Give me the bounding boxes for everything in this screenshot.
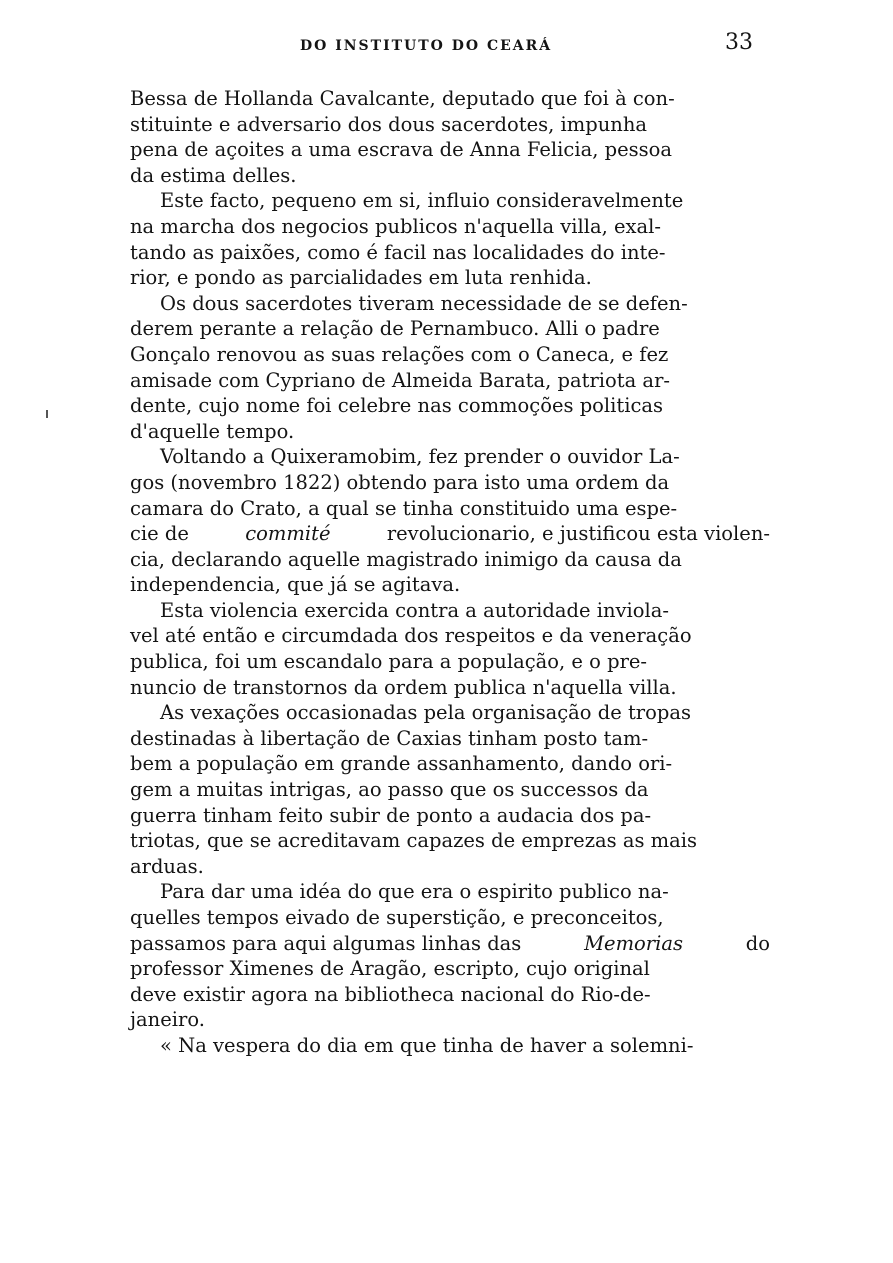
text-line: Bessa de Hollanda Cavalcante, deputado que foi à con-: [130, 87, 675, 110]
text-line: « Na vespera do dia em que tinha de haver a solemni-: [160, 1033, 694, 1057]
text-line: Gonçalo renovou as suas relações com o Caneca, e fez: [130, 342, 669, 366]
text-line: cie de commité revolucionario, e justificou esta violen-: [130, 522, 770, 546]
text-line: professor Ximenes de Aragão, escripto, cujo original: [130, 957, 650, 981]
text-line: bem a população em grande assanhamento, dando ori-: [130, 752, 673, 776]
text-line: guerra tinham feito subir de ponto a audacia dos pa-: [130, 803, 652, 827]
text-line: gem a muitas intrigas, ao passo que os successos da: [130, 778, 649, 802]
text-line: amisade com Cypriano de Almeida Barata, patriota ar-: [130, 368, 670, 392]
text-line: quelles tempos eivado de superstição, e preconceitos,: [130, 906, 664, 929]
body-text: [130, 86, 770, 1059]
text-line: destinadas à libertação de Caxias tinham posto tam-: [130, 726, 649, 750]
text-line: d'aquelle tempo.: [130, 419, 295, 443]
text-line: pena de açoites a uma escrava de Anna Felicia, pessoa: [130, 138, 672, 162]
text-line: Voltando a Quixeramobim, fez prender o ouvidor La-: [160, 445, 680, 469]
text-line: independencia, que já se agitava.: [130, 573, 461, 597]
text-line: cia, declarando aquelle magistrado inimigo da causa da: [130, 547, 682, 571]
text-line: publica, foi um escandalo para a população, e o pre-: [130, 650, 648, 674]
text-line: rior, e pondo as parcialidades em luta renhida.: [130, 266, 592, 290]
text-line: Os dous sacerdotes tiveram necessidade de se defen-: [160, 291, 688, 315]
text-line: Para dar uma idéa do que era o espirito publico na-: [160, 880, 669, 904]
text-line: camara do Crato, a qual se tinha constituido uma espe-: [130, 496, 678, 520]
text-line: gos (novembro 1822) obtendo para isto uma ordem da: [130, 470, 670, 494]
text-line: arduas.: [130, 854, 204, 878]
text-line: vel até então e circumdada dos respeitos e da veneração: [130, 624, 692, 648]
text-line: stituinte e adversario dos dous sacerdotes, impunha: [130, 112, 648, 136]
text-line: tando as paixões, como é facil nas localidades do inte-: [130, 240, 666, 264]
running-head: DO INSTITUTO DO CEARÁ: [300, 38, 553, 54]
text-line: As vexações occasionadas pela organisação de tropas: [160, 701, 691, 725]
text-line: passamos para aqui algumas linhas das Memorias do: [130, 931, 770, 955]
text-line: Este facto, pequeno em si, influio consideravelmente: [160, 189, 684, 213]
page-number: 33: [725, 30, 753, 55]
italic-term: commité: [245, 522, 331, 546]
margin-mark: [46, 410, 48, 418]
text-line: dente, cujo nome foi celebre nas commoções politicas: [130, 394, 664, 418]
text-line: na marcha dos negocios publicos n'aquella villa, exal-: [130, 214, 662, 238]
italic-title: Memorias: [584, 931, 683, 955]
text-line: da estima delles.: [130, 163, 297, 187]
text-line: Esta violencia exercida contra a autoridade inviola-: [160, 598, 669, 622]
text-line: triotas, que se acreditavam capazes de emprezas as mais: [130, 829, 698, 853]
text-line: deve existir agora na bibliotheca nacional do Rio-de-: [130, 982, 651, 1006]
text-line: nuncio de transtornos da ordem publica n'aquella villa.: [130, 675, 677, 699]
text-line: janeiro.: [130, 1008, 205, 1032]
text-line: derem perante a relação de Pernambuco. Alli o padre: [130, 317, 660, 341]
